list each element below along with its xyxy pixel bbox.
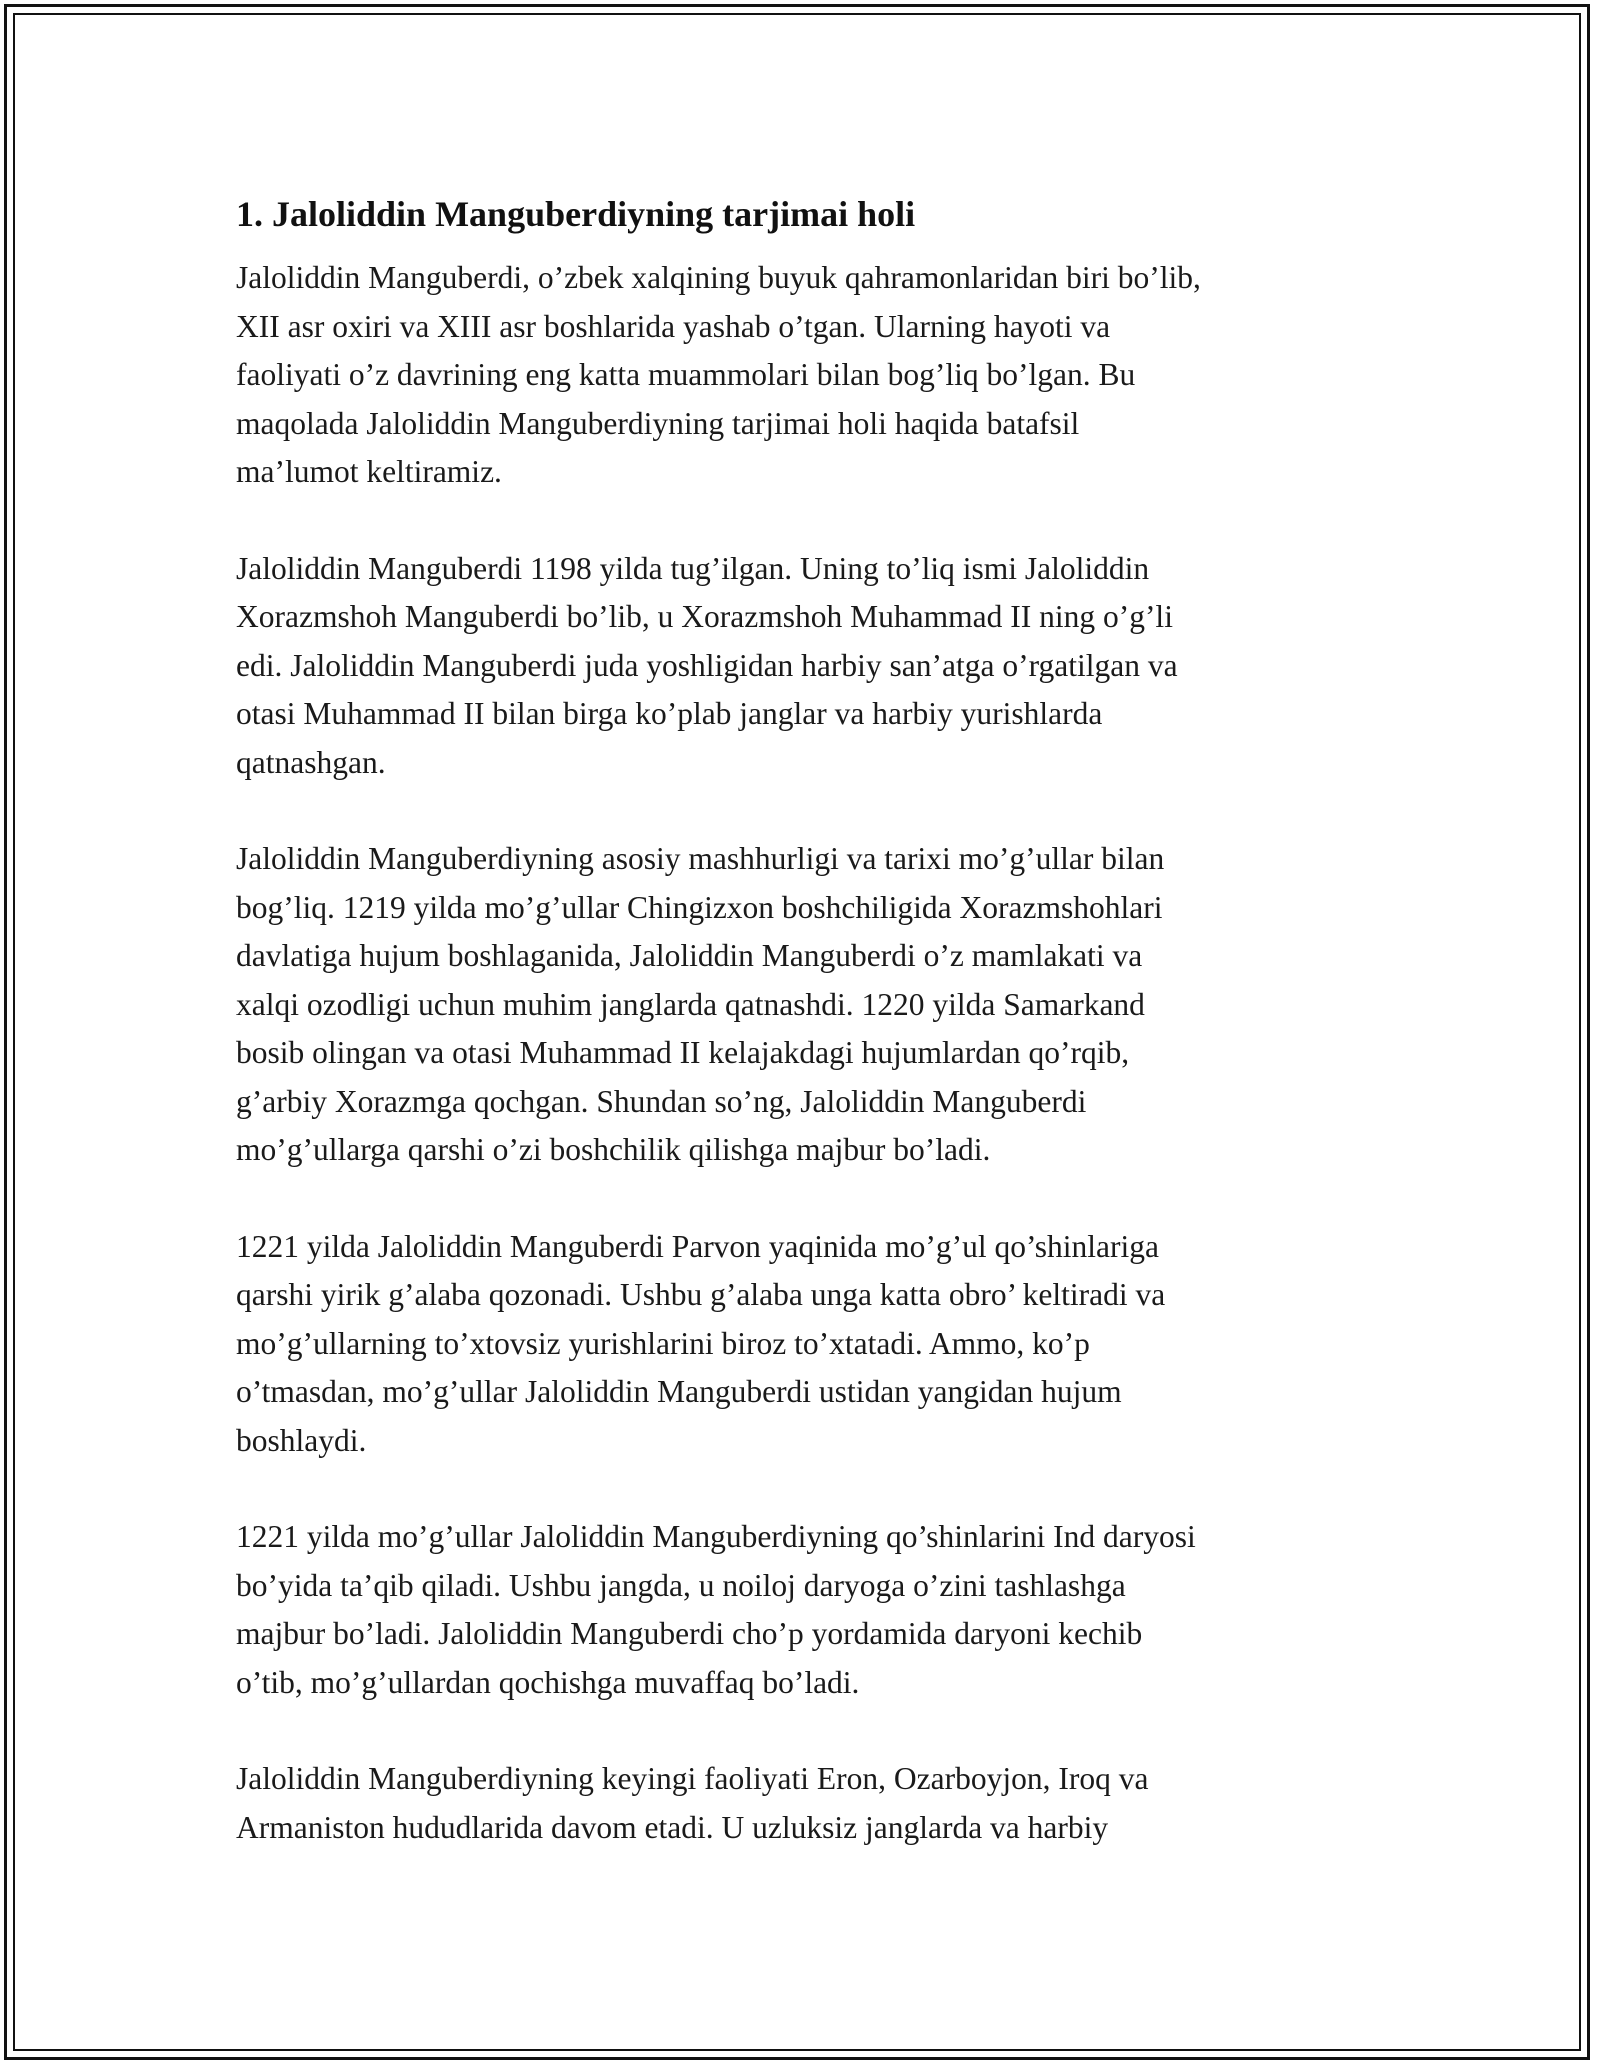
paragraph-line: mo’g’ullarga qarshi o’zi boshchilik qilishga majbur bo’ladi. (236, 1132, 991, 1167)
paragraph-line: Jaloliddin Manguberdi 1198 yilda tug’ilgan. Uning to’liq ismi Jaloliddin (236, 550, 1150, 586)
paragraph-line: Armaniston hududlarida davom etadi. U uzluksiz janglarda va harbiy (236, 1809, 1109, 1845)
paragraph-line: o’tmasdan, mo’g’ullar Jaloliddin Manguberdi ustidan yangidan hujum (236, 1374, 1122, 1409)
paragraph-intro (236, 254, 1386, 497)
paragraph-line: qarshi yirik g’alaba qozonadi. Ushbu g’alaba unga katta obro’ keltiradi va (236, 1277, 1166, 1312)
paragraph-line: Jaloliddin Manguberdiyning asosiy mashhurligi va tarixi mo’g’ullar bilan (236, 841, 1165, 876)
paragraph-line: bo’yida ta’qib qiladi. Ushbu jangda, u noiloj daryoga o’zini tashlashga (236, 1567, 1126, 1603)
paragraph-line: faoliyati o’z davrining eng katta muammolari bilan bog’liq bo’lgan. Bu (236, 357, 1136, 392)
paragraph-later-activity (236, 1755, 1386, 1852)
paragraph-line: xalqi ozodligi uchun muhim janglarda qatnashdi. 1220 yilda Samarkand (236, 986, 1145, 1022)
paragraph-line: XII asr oxiri va XIII asr boshlarida yashab o’tgan. Ularning hayoti va (236, 308, 1111, 344)
paragraph-line: mo’g’ullarning to’xtovsiz yurishlarini biroz to’xtatadi. Ammo, ko’p (236, 1325, 1090, 1361)
paragraph-line: maqolada Jaloliddin Manguberdiyning tarjimai holi haqida batafsil (236, 405, 1080, 441)
paragraph-indus (236, 1513, 1386, 1707)
paragraph-line: otasi Muhammad II bilan birga ko’plab janglar va harbiy yurishlarda (236, 696, 1103, 731)
paragraph-line: davlatiga hujum boshlaganida, Jaloliddin Manguberdi o’z mamlakati va (236, 938, 1143, 973)
paragraph-line: edi. Jaloliddin Manguberdi juda yoshligidan harbiy san’atga o’rgatilgan va (236, 647, 1178, 683)
paragraph-line: 1221 yilda mo’g’ullar Jaloliddin Manguberdiyning qo’shinlarini Ind daryosi (236, 1519, 1196, 1554)
document-body (236, 188, 1386, 1900)
paragraph-line: bosib olingan va otasi Muhammad II kelajakdagi hujumlardan qo’rqib, (236, 1035, 1130, 1070)
paragraph-line: ma’lumot keltiramiz. (236, 454, 502, 489)
paragraph-line: majbur bo’ladi. Jaloliddin Manguberdi cho’p yordamida daryoni kechib (236, 1616, 1143, 1651)
paragraph-mongols (236, 835, 1386, 1175)
paragraph-line: Jaloliddin Manguberdiyning keyingi faoliyati Eron, Ozarboyjon, Iroq va (236, 1761, 1149, 1796)
paragraph-line: 1221 yilda Jaloliddin Manguberdi Parvon yaqinida mo’g’ul qo’shinlariga (236, 1228, 1159, 1264)
paragraph-line: bog’liq. 1219 yilda mo’g’ullar Chingizxon boshchiligida Xorazmshohlari (236, 889, 1163, 925)
paragraph-line: qatnashgan. (236, 744, 386, 780)
paragraph-line: boshlaydi. (236, 1422, 367, 1458)
paragraph-birth (236, 545, 1386, 788)
paragraph-line: Xorazmshoh Manguberdi bo’lib, u Xorazmshoh Muhammad II ning o’g’li (236, 599, 1173, 634)
section-heading: 1. Jaloliddin Manguberdiyning tarjimai holi (236, 194, 916, 234)
paragraph-parvon (236, 1223, 1386, 1466)
paragraph-line: g’arbiy Xorazmga qochgan. Shundan so’ng, Jaloliddin Manguberdi (236, 1083, 1087, 1119)
paragraph-line: o’tib, mo’g’ullardan qochishga muvaffaq bo’ladi. (236, 1664, 860, 1700)
paragraph-line: Jaloliddin Manguberdi, o’zbek xalqining buyuk qahramonlaridan biri bo’lib, (236, 260, 1201, 295)
